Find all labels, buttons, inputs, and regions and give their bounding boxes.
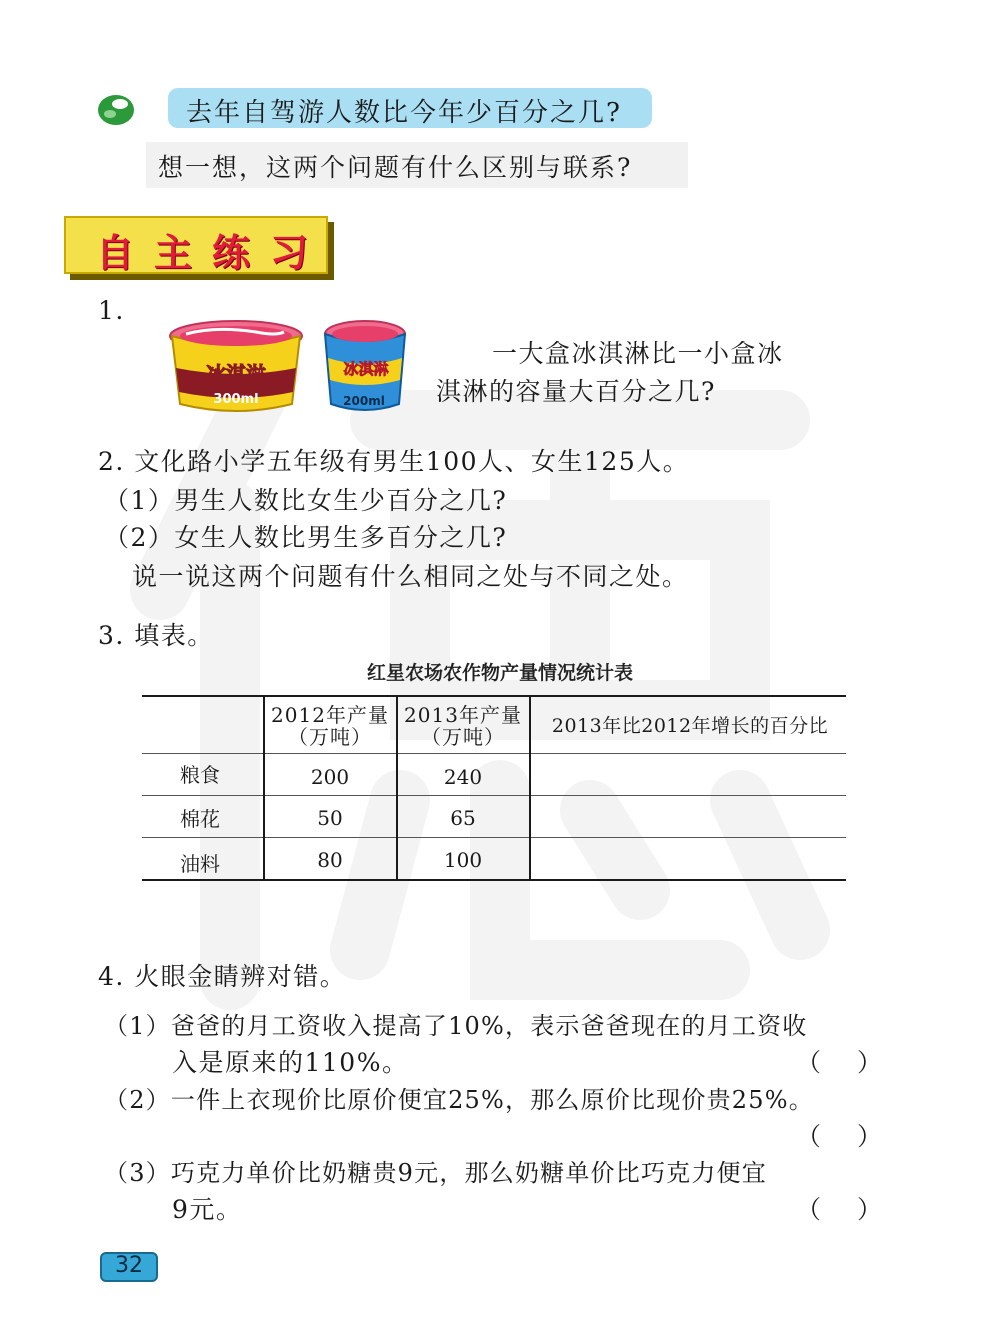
cell-crop: 粮食 xyxy=(180,763,220,787)
q2-stem: 2. 文化路小学五年级有男生100人、女生125人。 xyxy=(98,447,690,476)
header-2012-line1: 2012年产量 xyxy=(271,703,389,727)
q3-stem: 3. 填表。 xyxy=(98,621,214,650)
header-2013-line1: 2013年产量 xyxy=(404,703,522,727)
big-tub-volume: 300ml xyxy=(213,392,259,407)
table-top-rule xyxy=(142,695,846,697)
answer-blank-2[interactable]: （ ） xyxy=(796,1122,896,1151)
q4-stem: 4. 火眼金睛辨对错。 xyxy=(98,962,347,991)
table-title: 红星农场农作物产量情况统计表 xyxy=(366,662,633,684)
big-tub-label: 冰淇淋 xyxy=(206,362,266,386)
header-2013-line2: （万吨） xyxy=(421,725,505,749)
q1-text-line2: 淇淋的容量大百分之几? xyxy=(436,377,716,406)
q4-s3-line2: 9元。 xyxy=(172,1195,243,1224)
q2-sub2: （2）女生人数比男生多百分之几? xyxy=(104,523,508,552)
header-2012-line2: （万吨） xyxy=(288,725,372,749)
section-title: 自主练习 xyxy=(96,231,329,275)
answer-blank-3[interactable]: （ ） xyxy=(796,1195,896,1224)
globe-icon xyxy=(96,90,136,126)
q2-sub1: （1）男生人数比女生少百分之几? xyxy=(104,486,508,515)
think-text: 想一想，这两个问题有什么区别与联系? xyxy=(158,153,633,182)
q1-text-line1: 一大盒冰淇淋比一小盒冰 xyxy=(492,339,784,368)
cell-y2013: 240 xyxy=(443,765,483,789)
table-row-rule xyxy=(142,795,846,796)
table-header-rule xyxy=(142,753,846,754)
cell-y2012: 80 xyxy=(317,848,343,872)
page-number: 32 xyxy=(115,1253,143,1278)
table-row-rule xyxy=(142,837,846,838)
small-tub-label: 冰淇淋 xyxy=(343,360,389,378)
table-bottom-rule xyxy=(142,879,846,881)
question-text: 去年自驾游人数比今年少百分之几? xyxy=(186,98,622,128)
q2-note: 说一说这两个问题有什么相同之处与不同之处。 xyxy=(132,562,689,591)
cell-crop: 油料 xyxy=(180,852,220,876)
header-growth: 2013年比2012年增长的百分比 xyxy=(551,715,829,737)
q4-s1-line2: 入是原来的110%。 xyxy=(172,1048,409,1077)
answer-blank-1[interactable]: （ ） xyxy=(796,1048,896,1077)
q1-number: 1. xyxy=(98,296,125,325)
cell-y2012: 200 xyxy=(310,765,350,789)
small-tub-volume: 200ml xyxy=(343,394,385,408)
cell-crop: 棉花 xyxy=(180,807,220,831)
cell-y2012: 50 xyxy=(317,806,343,830)
cell-y2013: 65 xyxy=(450,806,476,830)
q4-s2-line1: （2）一件上衣现价比原价便宜25%，那么原价比现价贵25%。 xyxy=(104,1086,814,1114)
q4-s3-line1: （3）巧克力单价比奶糖贵9元，那么奶糖单价比巧克力便宜 xyxy=(104,1159,767,1187)
cell-y2013: 100 xyxy=(443,848,483,872)
q4-s1-line1: （1）爸爸的月工资收入提高了10%，表示爸爸现在的月工资收 xyxy=(104,1012,808,1040)
